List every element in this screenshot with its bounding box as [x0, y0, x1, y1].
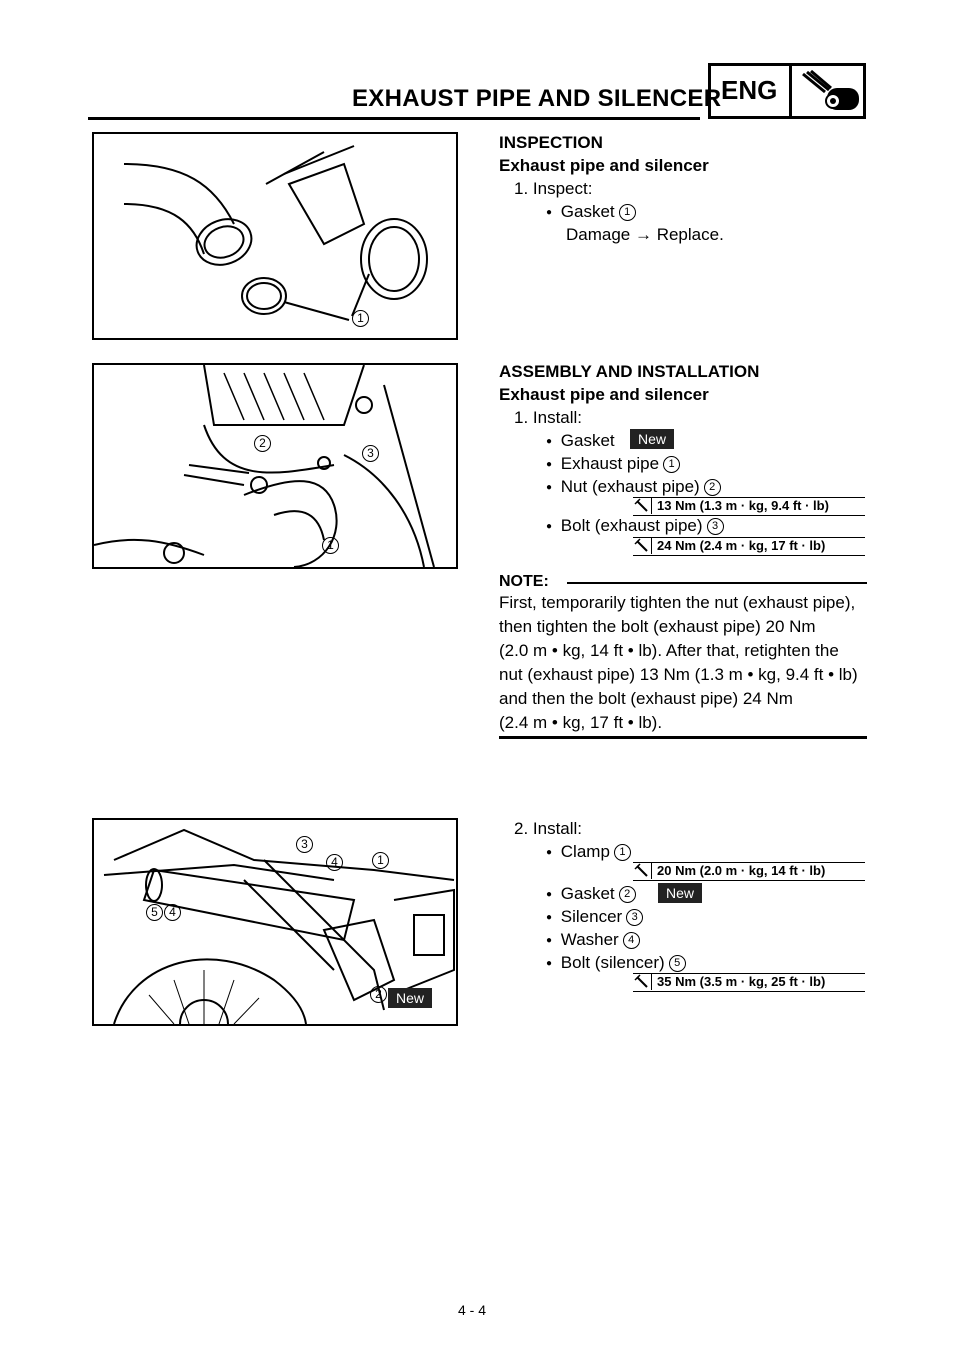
clamp-torque-value: 20 Nm (2.0 m · kg, 14 ft · lb) — [657, 863, 826, 878]
exhaust-gasket-illustration — [94, 134, 456, 338]
inspection-heading: INSPECTION — [499, 133, 603, 152]
inspection-item-gasket — [546, 200, 636, 224]
inspection-step: 1. Inspect: — [514, 179, 593, 198]
bolt-torque-value: 24 Nm (2.4 m · kg, 17 ft · lb) — [657, 538, 826, 553]
new-badge: New — [630, 429, 674, 449]
bolt-torque-value: 35 Nm (3.5 m · kg, 25 ft · lb) — [657, 974, 826, 989]
nut-torque-value: 13 Nm (1.3 m · kg, 9.4 ft · lb) — [657, 498, 829, 513]
step2-item-silencer — [546, 905, 643, 929]
note-line: and then the bolt (exhaust pipe) 24 Nm — [499, 689, 793, 708]
new-badge: New — [388, 988, 432, 1008]
assembly-item-bolt — [546, 514, 724, 538]
callout-3: 3 — [362, 445, 379, 462]
silencer-label: Silencer — [560, 907, 623, 926]
clamp-torque-spec — [633, 862, 865, 881]
exhaust-pipe-label: Exhaust pipe — [560, 454, 660, 473]
torque-wrench-icon — [633, 498, 652, 514]
note-line: First, temporarily tighten the nut (exhaust pipe), — [499, 593, 856, 612]
callout-4: 4 — [164, 904, 181, 921]
nut-callout: 2 — [704, 479, 721, 496]
section-label: ENG — [721, 75, 778, 105]
page-title: EXHAUST PIPE AND SILENCER — [352, 85, 722, 112]
callout-5: 5 — [146, 904, 163, 921]
bolt-label: Bolt (exhaust pipe) — [560, 516, 703, 535]
bolt-label: Bolt (silencer) — [560, 953, 665, 972]
assembly-item-gasket — [546, 429, 615, 453]
callout-2: 2 — [254, 435, 271, 452]
clamp-callout: 1 — [614, 844, 631, 861]
clamp-label: Clamp — [560, 842, 610, 861]
section-tab — [708, 63, 866, 119]
note-heading: NOTE: — [499, 573, 549, 590]
bolt-callout: 5 — [669, 955, 686, 972]
figure-silencer-install — [92, 818, 458, 1026]
gasket-label: Gasket — [560, 884, 615, 903]
bolt-torque-spec — [633, 973, 865, 992]
torque-wrench-icon — [633, 538, 652, 554]
exhaust-pipe-callout: 1 — [663, 456, 680, 473]
section-divider — [789, 66, 792, 116]
note-rule-bottom — [499, 736, 867, 739]
note-line: nut (exhaust pipe) 13 Nm (1.3 m • kg, 9.4 ft • lb) — [499, 665, 858, 684]
step2-item-washer — [546, 928, 640, 952]
gasket-callout: 2 — [619, 886, 636, 903]
page-number: 4 - 4 — [458, 1302, 487, 1318]
note-line: then tighten the bolt (exhaust pipe) 20 Nm — [499, 617, 816, 636]
step2-label: 2. Install: — [514, 819, 583, 838]
header-rule — [88, 117, 700, 120]
note-line: (2.0 m • kg, 14 ft • lb). After that, retighten the — [499, 641, 839, 660]
note-body — [499, 591, 867, 735]
exhaust-pipe-illustration — [94, 365, 456, 567]
callout-3: 3 — [296, 836, 313, 853]
step2-item-bolt — [546, 951, 686, 975]
silencer-callout: 3 — [626, 909, 643, 926]
callout-1: 1 — [372, 852, 389, 869]
inspection-subheading: Exhaust pipe and silencer — [499, 156, 709, 175]
step2-item-gasket — [546, 882, 636, 906]
assembly-subheading: Exhaust pipe and silencer — [499, 385, 709, 404]
step2-item-clamp — [546, 840, 631, 864]
callout-1: 1 — [352, 310, 369, 327]
callout-1: 1 — [322, 537, 339, 554]
figure-exhaust-pipe-install — [92, 363, 458, 569]
assembly-item-exhaust-pipe — [546, 452, 680, 476]
torque-wrench-icon — [633, 974, 652, 990]
figure-exhaust-gasket — [92, 132, 458, 340]
assembly-step: 1. Install: — [514, 408, 583, 427]
washer-label: Washer — [560, 930, 619, 949]
callout-2: 2 — [370, 986, 387, 1003]
assembly-heading: ASSEMBLY AND INSTALLATION — [499, 362, 760, 381]
inspection-damage: Damage → Replace. — [566, 225, 724, 244]
nut-label: Nut (exhaust pipe) — [560, 477, 700, 496]
torque-wrench-icon — [633, 863, 652, 879]
gasket-callout: 1 — [619, 204, 636, 221]
bolt-torque-spec — [633, 537, 865, 556]
washer-callout: 4 — [623, 932, 640, 949]
gasket-label: Gasket — [560, 431, 615, 450]
note-rule-top — [567, 582, 867, 584]
engine-piston-icon — [795, 68, 865, 116]
note-line: (2.4 m • kg, 17 ft • lb). — [499, 713, 663, 732]
new-badge: New — [658, 883, 702, 903]
gasket-label: Gasket — [560, 202, 615, 221]
callout-4: 4 — [326, 854, 343, 871]
assembly-item-nut — [546, 475, 721, 499]
bolt-callout: 3 — [707, 518, 724, 535]
